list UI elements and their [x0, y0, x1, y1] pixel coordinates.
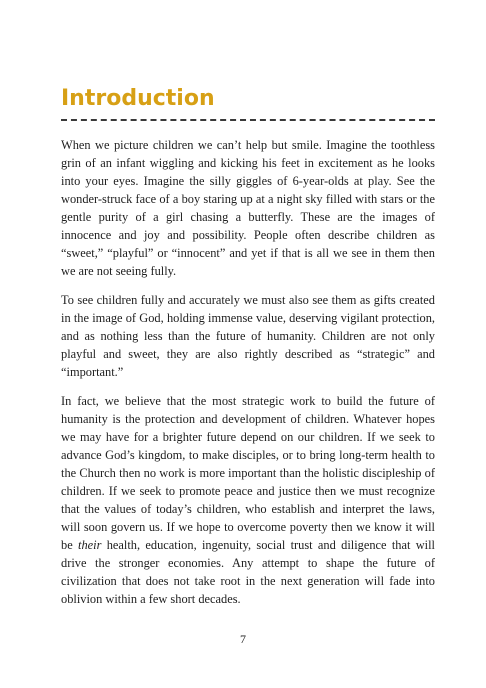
- paragraph-3-text-end: health, education, ingenuity, social trust and diligence that will drive the stronger economies. Any attempt to shape the future of civilization that does not take root in the next generation will fade into oblivion within a few short decades.: [61, 538, 436, 606]
- emphasized-word: their: [78, 538, 102, 552]
- page-number: 7: [240, 632, 246, 646]
- paragraph-1: When we picture children we can’t help but smile. Imagine the toothless grin of an infant wiggling and kicking his feet in excitement as he looks into your eyes. Imagine the silly giggles of 6-year-olds at play. See the wonder-struck face of a boy staring up at a night sky filled with stars or the gentle purity of a girl chasing a butterfly. These are the images of innocence and joy and possibility. People often describe children as “sweet,” “playful” or “innocent” and yet if that is all we see in them then we are not seeing fully.: [61, 138, 435, 278]
- title-divider: [61, 119, 435, 121]
- paragraph-3-text-start: In fact, we believe that the most strategic work to build the future of humanity is the protection and development of children. Whatever hopes we may have for a brighter future depend on our children. If we seek to advance God’s kingdom, to make disciples, or to bring long-term health to the Church then no work is more important than the holistic discipleship of children. If we seek to promote peace and justice then we must recognize that the values of today’s children, who establish and interpret the laws, will soon govern us. If we hope to overcome poverty then we know it will be: [61, 394, 435, 552]
- paragraph-3: [61, 392, 435, 608]
- paragraph-2: To see children fully and accurately we must also see them as gifts created in the image of God, holding immense value, deserving vigilant protection, and as nothing less than the future of humanity. Children are not only playful and sweet, they are also rightly described as “strategic” and “important.”: [61, 293, 435, 379]
- page-title: Introduction: [61, 86, 215, 111]
